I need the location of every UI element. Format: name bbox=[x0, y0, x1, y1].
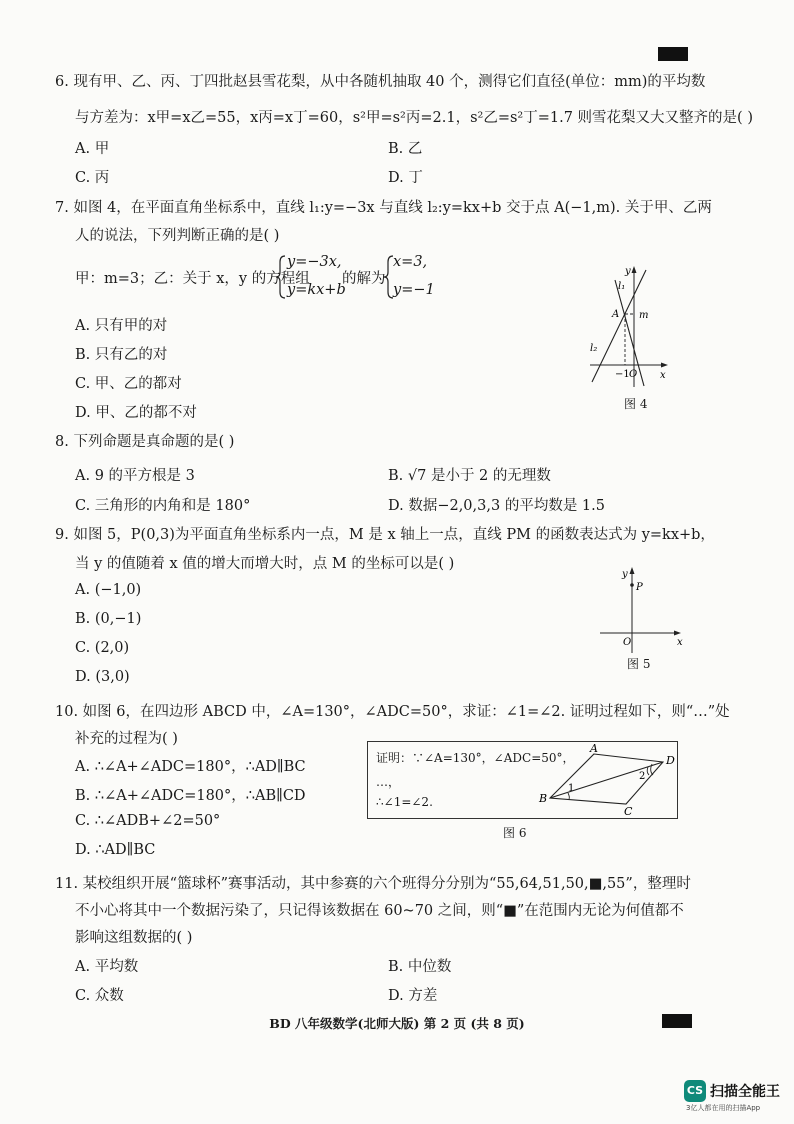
q10-option-d: D. ∴AD∥BC bbox=[75, 842, 156, 858]
q9-option-a: A. (−1,0) bbox=[75, 582, 142, 598]
q6-stem-line1: 6. 现有甲、乙、丙、丁四批赵县雪花梨，从中各随机抽取 40 个，测得它们直径(单位：mm)的平均数 bbox=[55, 74, 706, 90]
proof-line-3: ∴∠1=∠2. bbox=[376, 795, 433, 809]
q8-option-d: D. 数据−2,0,3,3 的平均数是 1.5 bbox=[388, 498, 605, 514]
fig4-neg1-label: −1 bbox=[615, 369, 630, 380]
q10-option-a: A. ∴∠A+∠ADC=180°，∴AD∥BC bbox=[75, 759, 306, 775]
figure-6-caption: 图 6 bbox=[503, 826, 527, 840]
q9-stem-line2: 当 y 的值随着 x 值的增大而增大时，点 M 的坐标可以是( ) bbox=[75, 556, 455, 572]
fig6-point-b: B bbox=[539, 792, 548, 805]
figure-4-caption: 图 4 bbox=[624, 397, 648, 411]
q9-stem-line1: 9. 如图 5，P(0,3)为平面直角坐标系内一点，M 是 x 轴上一点，直线 PM 的函数表达式为 y=kx+b， bbox=[55, 527, 715, 543]
fig5-x-label: x bbox=[677, 637, 683, 648]
fig4-m-label: m bbox=[639, 310, 649, 321]
proof-line-1: 证明：∵∠A=130°，∠ADC=50°， bbox=[376, 751, 575, 765]
q7-system-eq1: y=−3x, bbox=[287, 254, 342, 270]
fig4-x-label: x bbox=[660, 370, 666, 381]
fig5-y-label: y bbox=[622, 569, 628, 580]
q11-stem-line2: 不小心将其中一个数据污染了，只记得该数据在 60~70 之间，则“■”在范围内无论为何值都不 bbox=[75, 903, 684, 919]
q7-stem-line2: 人的说法，下列判断正确的是( ) bbox=[75, 228, 280, 244]
q10-option-c: C. ∴∠ADB+∠2=50° bbox=[75, 813, 221, 829]
q11-option-d: D. 方差 bbox=[388, 988, 438, 1004]
q8-option-c: C. 三角形的内角和是 180° bbox=[75, 498, 251, 514]
q10-stem-line1: 10. 如图 6，在四边形 ABCD 中，∠A=130°，∠ADC=50°，求证：∠1=∠2. 证明过程如下，则“…”处 bbox=[55, 704, 730, 720]
q7-option-c: C. 甲、乙的都对 bbox=[75, 376, 182, 392]
fig5-origin-label: O bbox=[623, 637, 632, 648]
q11-stem-line3: 影响这组数据的( ) bbox=[75, 930, 193, 946]
camscanner-tagline: 3亿人都在用的扫描App bbox=[686, 1104, 761, 1112]
fig6-angle-1: 1 bbox=[568, 783, 575, 794]
fig4-l1-label: l₁ bbox=[618, 281, 626, 292]
fig6-point-d: D bbox=[666, 754, 675, 767]
q8-option-b: B. √7 是小于 2 的无理数 bbox=[388, 468, 551, 484]
page-footer: BD 八年级数学(北师大版) 第 2 页 (共 8 页) bbox=[269, 1016, 525, 1031]
fig6-point-c: C bbox=[624, 805, 633, 818]
q9-option-b: B. (0,−1) bbox=[75, 611, 142, 627]
q8-stem: 8. 下列命题是真命题的是( ) bbox=[55, 434, 235, 450]
q10-option-b: B. ∴∠A+∠ADC=180°，∴AB∥CD bbox=[75, 788, 306, 804]
fig6-angle-2: 2 bbox=[639, 771, 646, 782]
proof-line-2: …， bbox=[376, 775, 401, 789]
q7-system-brace bbox=[276, 254, 286, 300]
q10-proof-box bbox=[367, 741, 678, 819]
fig6-point-a: A bbox=[590, 742, 598, 755]
q10-stem-line2: 补充的过程为( ) bbox=[75, 731, 178, 747]
q11-option-c: C. 众数 bbox=[75, 988, 124, 1004]
figure-4-graph bbox=[582, 262, 672, 397]
q7-system-eq2: y=kx+b bbox=[287, 282, 346, 298]
q7-option-d: D. 甲、乙的都不对 bbox=[75, 405, 197, 421]
q7-solution-y: y=−1 bbox=[393, 282, 435, 298]
q6-stem-line2: 与方差为：x甲=x乙=55，x丙=x丁=60，s²甲=s²丙=2.1，s²乙=s²丁=1.7 则雪花梨又大又整齐的是( ) bbox=[75, 110, 753, 126]
q7-option-b: B. 只有乙的对 bbox=[75, 347, 168, 363]
camscanner-logo-icon: CS bbox=[684, 1080, 706, 1102]
q7-statement-mid: 的解为 bbox=[342, 271, 386, 287]
fig4-y-label: y bbox=[625, 266, 631, 277]
q7-solution-x: x=3, bbox=[393, 254, 428, 270]
q11-option-a: A. 平均数 bbox=[75, 959, 139, 975]
q11-stem-line1: 11. 某校组织开展“篮球杯”赛事活动，其中参赛的六个班得分分别为“55,64,51,50,■,55”，整理时 bbox=[55, 876, 691, 892]
camscanner-name: 扫描全能王 bbox=[710, 1084, 780, 1100]
q6-option-b: B. 乙 bbox=[388, 141, 423, 157]
figure-5-caption: 图 5 bbox=[627, 657, 651, 671]
figure-5-graph bbox=[595, 563, 690, 658]
fig4-point-a: A bbox=[612, 309, 620, 320]
fig5-point-p: P bbox=[636, 582, 643, 593]
q8-option-a: A. 9 的平方根是 3 bbox=[75, 468, 195, 484]
q7-option-a: A. 只有甲的对 bbox=[75, 318, 168, 334]
q11-option-b: B. 中位数 bbox=[388, 959, 452, 975]
q6-option-c: C. 丙 bbox=[75, 170, 110, 186]
figure-6-quadrilateral bbox=[538, 742, 678, 818]
q7-stem-line1: 7. 如图 4，在平面直角坐标系中，直线 l₁:y=−3x 与直线 l₂:y=kx+b 交于点 A(−1,m). 关于甲、乙两 bbox=[55, 200, 712, 216]
q6-option-d: D. 丁 bbox=[388, 170, 423, 186]
fig4-l2-label: l₂ bbox=[590, 343, 598, 354]
q9-option-d: D. (3,0) bbox=[75, 669, 130, 685]
q9-option-c: C. (2,0) bbox=[75, 640, 130, 656]
q6-option-a: A. 甲 bbox=[75, 141, 110, 157]
registration-mark-top bbox=[658, 47, 688, 61]
fig4-origin-label: O bbox=[629, 369, 638, 380]
q7-statement-prefix: 甲：m=3；乙：关于 x，y 的方程组 bbox=[75, 271, 310, 287]
